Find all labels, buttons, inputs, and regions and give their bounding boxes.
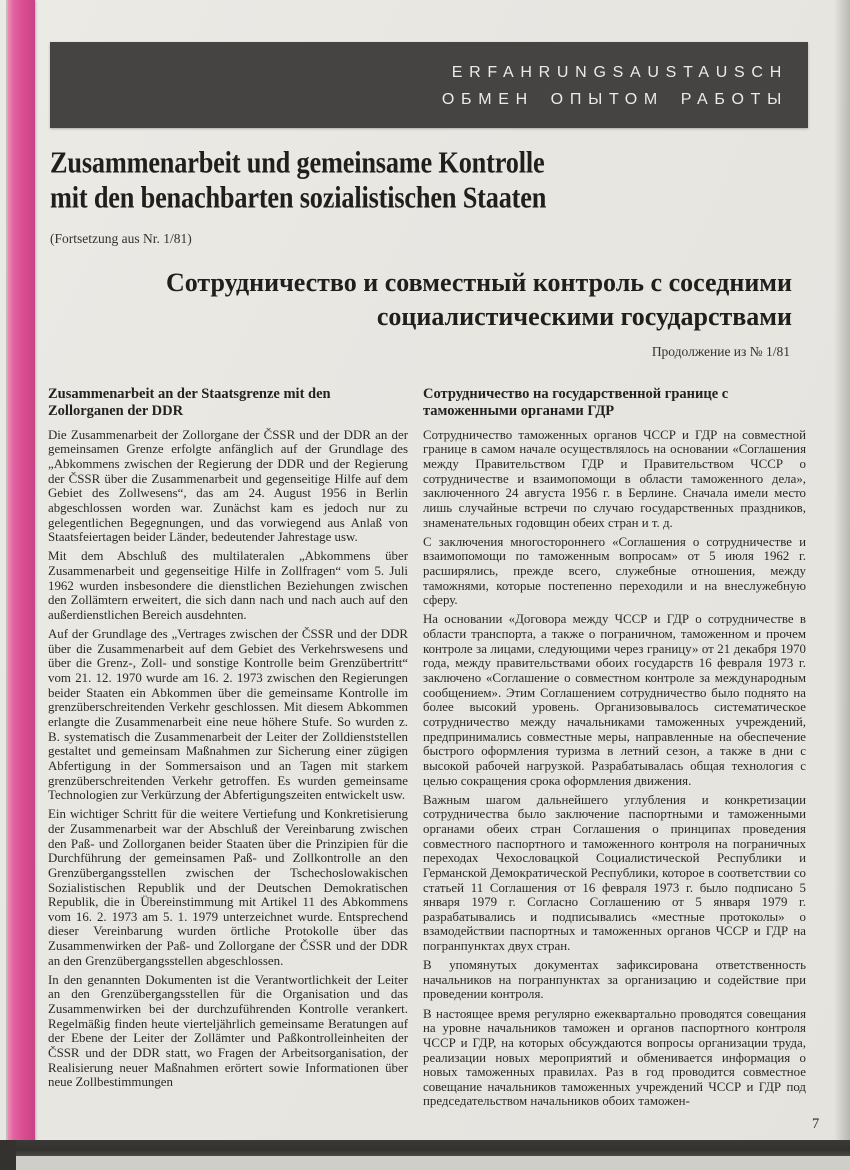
column-russian-heading: Сотрудничество на государственной границе с таможенными органами ГДР: [423, 386, 729, 420]
continuation-note-russian: Продолжение из № 1/81: [651, 344, 790, 359]
column-german: [48, 386, 408, 1114]
article-title-russian: [72, 266, 792, 334]
bottom-left-corner-shadow: [0, 1140, 16, 1170]
continuation-note-german: (Fortsetzung aus Nr. 1/81): [50, 231, 192, 246]
page-right-edge-shadow: [834, 0, 850, 1142]
banner-label-russian: ОБМЕН ОПЫТОМ РАБОТЫ: [441, 91, 788, 108]
article-title-german: [50, 146, 652, 216]
paragraph: На основании «Договора между ЧССР и ГДР о сотрудничестве в области транспорта, а также о пограничном, таможенном и прочем контроле за лицами, следующими через границу» от 21 декабря 1970 года, между правительствами обоих государств 16 февраля 1973 г. заключено «Соглашение о совместном контроле за международным сообщением». Этим Соглашением сотрудничество было поднято на более высокий уровень. Организовывалось систематическое сотрудничество между начальниками таможенных учреждений, предпринимались совместные меры, направленные на обеспечение быстрого оформления туризма в летний сезон, а также в дни с высокой рабочей нагрузкой. Разрабатывалась общая технология с целью сокращения срока оформления движения.: [423, 612, 806, 788]
paragraph: Die Zusammenarbeit der Zollorgane der ČSSR und der DDR an der gemeinsamen Grenze erfolgte anfänglich auf der Grundlage des „Abkommens zwischen der Regierung der DDR und der Regierung der ČSSR über die Zusammenarbeit und gegenseitige Hilfe auf dem Gebiet des Zollwesens“, das am 24. August 1956 in Berlin abgeschlossen worden war. Zunächst kam es jedoch nur zu gelegentlichen Begegnungen, und das vorwiegend aus Anlaß von Staatsfeiertagen beider Länder, bedeutender Jahrestage usw.: [48, 427, 408, 545]
paragraph: Важным шагом дальнейшего углубления и конкретизации сотрудничества было заключение паспортными и таможенными органами обеих стран Соглашения о принципах проведения совместного паспортного и таможенного контроля на пограничных переходах Чехословацкой Социалистической Республики и Германской Демократической Республики, которое в соответствии со статьей 11 Соглашения от 16 февраля 1973 г. было подписано 5 января 1979 г. Согласно Соглашению от 5 января 1979 г. разрабатывались и подписывались «местные протоколы» о взамодействии паспортных и таможенных органов ЧССР и ГДР на погранпунктах двух стран.: [423, 792, 806, 954]
column-russian: [423, 386, 806, 1114]
paragraph: Mit dem Abschluß des multilateralen „Abkommens über Zusammenarbeit und gegenseitige Hilfe in Zollfragen“ vom 5. Juli 1962 wurden insbesondere die dienstlichen Beziehungen zwischen den Zollämtern erweitert, die sich dann nach und nach auch auf den außerdienstlichen Bereich ausdehnten.: [48, 549, 408, 622]
page-bottom-shadow: [0, 1140, 850, 1156]
section-banner: [50, 42, 808, 128]
article-title-german-line2: mit den benachbarten sozialistischen Staaten: [50, 181, 547, 216]
paragraph: Ein wichtiger Schritt für die weitere Vertiefung und Konkretisierung der Zusammenarbeit war der Abschluß der Vereinbarung zwischen den Paß- und Zollorganen beider Staaten über die Prinzipien für die Durchführung der gemeinsamen Paß- und Zollkontrolle an den Grenzübergangsstellen zwischen der Tschechoslowakischen Sozialistischen Republik und der Deutschen Demokratischen Republik, die in Übereinstimmung mit Artikel 11 des Abkommens vom 16. 2. 1973 am 5. 1. 1979 unterzeichnet wurde. Entsprechend dieser Vereinbarung wurden örtliche Protokolle über das Zusammenwirken der Paß- und Zollorgane der ČSSR und der DDR an den Grenzübergangsstellen abgeschlossen.: [48, 807, 408, 968]
column-german-heading: Zusammenarbeit an der Staatsgrenze mit den Zollorganen der DDR: [48, 386, 331, 420]
article-title-russian-line1: Сотрудничество и совместный контроль с соседними: [165, 268, 792, 297]
paragraph: С заключения многостороннего «Соглашения о сотрудничестве и взаимопомощи по таможенным вопросам» от 5 июля 1962 г. расширялись, прежде всего, служебные отношения, между таможнями, которые постепенно переходили и на внеслужебную сферу.: [423, 534, 806, 608]
banner-label-german: ERFAHRUNGSAUSTAUSCH: [451, 64, 788, 81]
paragraph: Сотрудничество таможенных органов ЧССР и ГДР на совместной границе в самом начале осуществлялось на основании «Соглашения между Правительством ГДР и Правительством ЧССР о сотрудничестве и взаимопомощи в области таможенного дела», заключенного 24 августа 1956 г. в Берлине. Сначала имели место лишь случайные встречи по случаю государственных праздников, знаменательных годовщин обеих стран и т. д.: [423, 427, 806, 530]
article-title-german-line1: Zusammenarbeit und gemeinsame Kontrolle: [50, 146, 545, 181]
article-title-russian-line2: социалистическими государствами: [376, 301, 792, 331]
paragraph: Auf der Grundlage des „Vertrages zwischen der ČSSR und der DDR über die Zusammenarbeit auf dem Gebiet des Verkehrswesens und über die Grenz-, Zoll- und sonstige Kontrolle beim Grenzübertritt“ vom 21. 12. 1970 wurde am 16. 2. 1973 zwischen den Regierungen beider Staaten ein Abkommen über die gemeinsame Kontrolle im grenzüberschreitenden Verkehr geschlossen. Mit diesem Abkommen erlangte die Zusammenarbeit eine neue höhere Stufe. So wurden z. B. systematisch die Zusammenarbeit der Leiter der Zolldienststellen gestaltet und gemeinsam Maßnahmen zur Sicherung einer zügigen Abfertigung in der Sommersaison und an Tagen mit starkem grenzüberschreitenden Verkehr getroffen. Es wurden gemeinsame Technologien zur Verkürzung der Abfertigungszeiten entwickelt usw.: [48, 627, 408, 803]
magazine-edge-pink-strip: [8, 0, 35, 1142]
paragraph: In den genannten Dokumenten ist die Verantwortlichkeit der Leiter an den Grenzübergangsstellen für die Organisation und das Zusammenwirken bei der durchzuführenden Kontrolle verankert. Regelmäßig finden heute vierteljährlich gemeinsame Beratungen auf der Ebene der Leiter der Zollämter und Paßkontrolleinheiten der ČSSR und der DDR statt, wo Fragen der Arbeitsorganisation, der Realisierung neuer Maßnahmen erörtert sowie Informationen über neue Zollbestimmungen: [48, 972, 408, 1090]
paragraph: В настоящее время регулярно ежеквартально проводятся совещания на уровне начальников таможен и органов паспортного контроля ЧССР и ГДР, на которых обсуждаются вопросы организации труда, реализации новых мероприятий и обменивается информация о новых таможенных правилах. Раз в год проводится совместное совещание начальников таможенных учреждений ЧССР и ГДР под председательством начальников обоих таможен-: [423, 1006, 806, 1109]
page-number: 7: [812, 1116, 820, 1132]
article-body: [48, 386, 806, 1114]
paragraph: В упомянутых документах зафиксирована ответственность начальников на погранпунктах за организацию и содействие при проведении контроля.: [423, 958, 806, 1002]
